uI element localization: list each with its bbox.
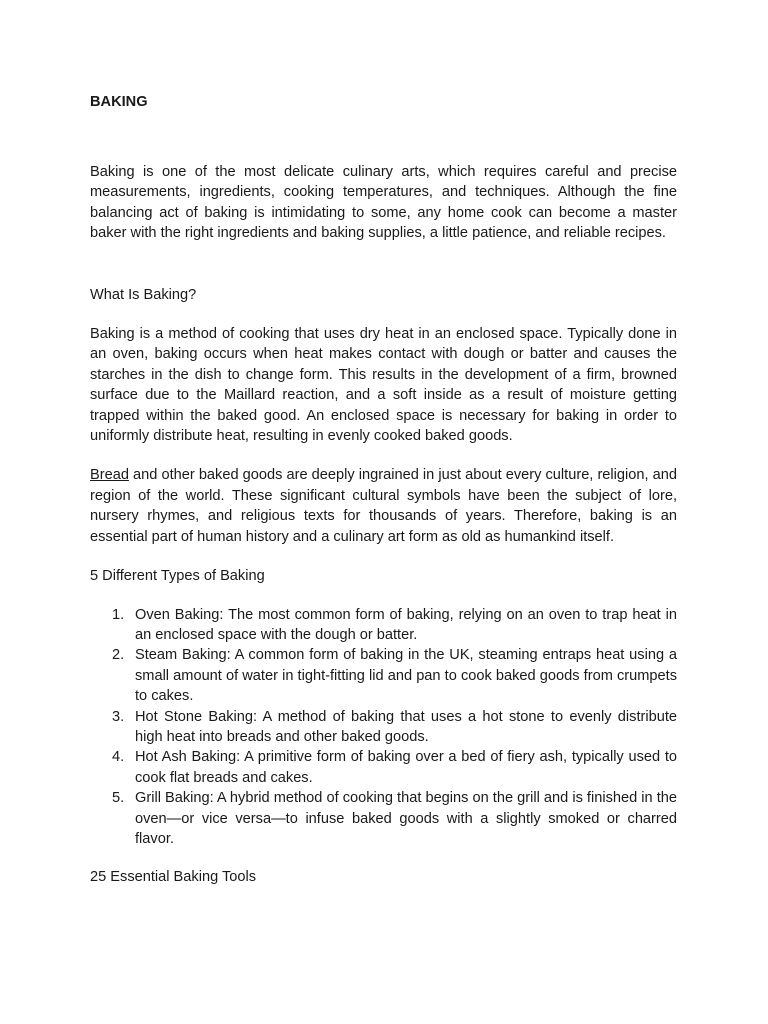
list-item-number: 5. (112, 790, 125, 807)
section-heading-types-of-baking: 5 Different Types of Baking (90, 568, 265, 585)
list-item-text: Hot Stone Baking: A method of baking that uses a hot stone to evenly distribute high heat into breads and other baked goods. (135, 708, 677, 745)
list-item-number: 1. (112, 606, 125, 623)
list-item-text: Oven Baking: The most common form of baking, relying on an oven to trap heat in an enclosed space with the dough or batter. (135, 606, 677, 643)
section-heading-baking-tools: 25 Essential Baking Tools (90, 869, 257, 886)
what-is-baking-paragraph: Baking is a method of cooking that uses dry heat in an enclosed space. Typically done in an oven, baking occurs when heat makes contact with dough or batter and causes the starches in the dish to change form. This results in the development of a firm, browned surface due to the Maillard reaction, and a soft inside as a result of moisture getting trapped within the baked good. An enclosed space is necessary for baking in order to uniformly distribute heat, resulting in evenly cooked baked goods. (90, 326, 677, 445)
list-item-number: 2. (112, 647, 125, 664)
list-item (90, 645, 677, 706)
list-item-number: 3. (112, 708, 125, 725)
bread-link[interactable]: Bread (90, 467, 129, 484)
section-heading-what-is-baking: What Is Baking? (90, 286, 197, 303)
list-item (90, 605, 677, 646)
bread-paragraph-text: and other baked goods are deeply ingrained in just about every culture, religion, and region of the world. These significant cultural symbols have been the subject of lore, nursery rhymes, and religious texts for thousands of years. Therefore, baking is an essential part of human history and a culinary art form as old as humankind itself. (90, 467, 677, 545)
document-title: BAKING (90, 94, 148, 110)
bread-paragraph (90, 465, 677, 547)
list-item (90, 788, 677, 849)
list-item-text: Steam Baking: A common form of baking in the UK, steaming entraps heat using a small amount of water in tight-fitting lid and pan to cook baked goods from crumpets to cakes. (135, 647, 677, 705)
list-item-text: Hot Ash Baking: A primitive form of baking over a bed of fiery ash, typically used to cook flat breads and cakes. (135, 749, 677, 786)
list-item-text: Grill Baking: A hybrid method of cooking that begins on the grill and is finished in the oven—or vice versa—to infuse baked goods with a slightly smoked or charred flavor. (135, 790, 677, 847)
types-of-baking-list (90, 605, 677, 850)
list-item (90, 747, 677, 788)
intro-paragraph: Baking is one of the most delicate culinary arts, which requires careful and precise measurements, ingredients, cooking temperatures, and techniques. Although the fine balancing act of baking is intimidating to some, any home cook can become a master baker with the right ingredients and baking supplies, a little patience, and reliable recipes. (90, 164, 677, 242)
list-item-number: 4. (112, 749, 125, 766)
document-body (90, 92, 677, 888)
list-item (90, 707, 677, 748)
